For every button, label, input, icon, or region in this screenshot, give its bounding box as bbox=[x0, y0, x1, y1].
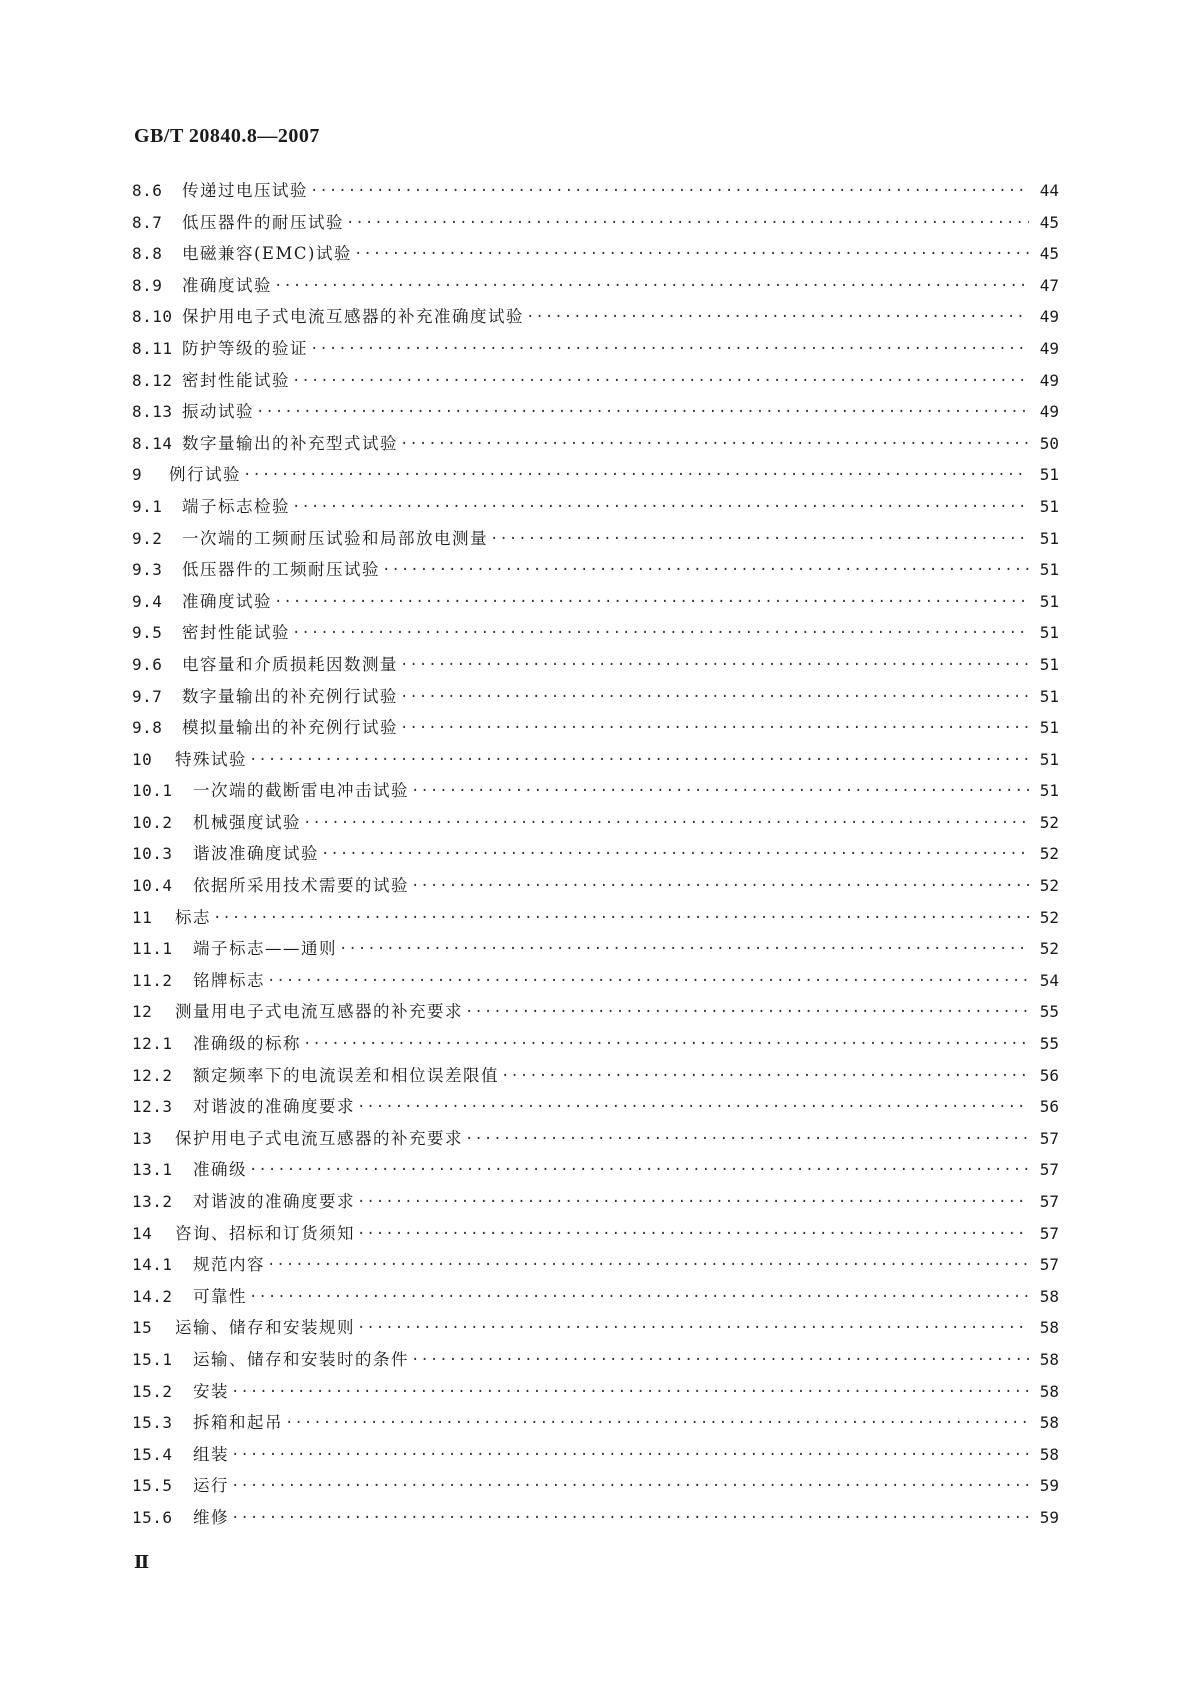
toc-entry-page: 47 bbox=[1039, 275, 1059, 295]
toc-entry-title: 准确级的标称 bbox=[193, 1034, 301, 1054]
toc-entry-number: 9 bbox=[132, 465, 143, 485]
toc-leader-dots bbox=[501, 1065, 1029, 1087]
toc-entry-page: 51 bbox=[1039, 718, 1059, 738]
toc-entry-page: 58 bbox=[1039, 1318, 1059, 1338]
toc-entry-number: 12.2 bbox=[132, 1065, 173, 1085]
toc-entry-title: 端子标志——通则 bbox=[193, 939, 337, 959]
toc-entry-number: 11.1 bbox=[132, 939, 173, 959]
toc-leader-dots bbox=[400, 433, 1029, 455]
toc-entry-number: 8.6 bbox=[132, 181, 163, 200]
toc-leader-dots bbox=[285, 1412, 1029, 1434]
toc-entry-title: 电容量和介质损耗因数测量 bbox=[182, 654, 398, 674]
document-id: GB/T 20840.8—2007 bbox=[134, 125, 320, 147]
toc-entry-page: 58 bbox=[1039, 1413, 1059, 1433]
toc-entry-title: 谐波准确度试验 bbox=[193, 844, 319, 864]
toc-entry-page: 57 bbox=[1039, 1192, 1059, 1211]
toc-entry-page: 58 bbox=[1039, 1286, 1059, 1306]
toc-entry bbox=[132, 970, 1059, 1002]
toc-entry-number: 9.5 bbox=[132, 623, 163, 643]
toc-leader-dots bbox=[231, 1444, 1029, 1466]
toc-entry-number: 8.7 bbox=[132, 212, 163, 232]
toc-entry-title: 标志 bbox=[175, 907, 211, 927]
toc-entry-number: 13.1 bbox=[132, 1160, 173, 1180]
toc-entry bbox=[132, 559, 1059, 591]
toc-entry bbox=[132, 275, 1059, 307]
toc-entry-page: 51 bbox=[1039, 686, 1059, 706]
toc-entry bbox=[132, 591, 1059, 623]
toc-leader-dots bbox=[400, 717, 1029, 739]
toc-entry-number: 10.4 bbox=[132, 876, 173, 896]
toc-entry-page: 58 bbox=[1039, 1381, 1059, 1401]
toc-leader-dots bbox=[346, 212, 1029, 234]
toc-entry-number: 14 bbox=[132, 1223, 153, 1243]
toc-entry-page: 58 bbox=[1039, 1349, 1059, 1369]
toc-leader-dots bbox=[357, 1191, 1029, 1213]
toc-entry-title: 运输、储存和安装规则 bbox=[175, 1318, 355, 1338]
toc-leader-dots bbox=[231, 1381, 1029, 1403]
toc-leader-dots bbox=[357, 1096, 1029, 1118]
toc-leader-dots bbox=[231, 1507, 1029, 1529]
toc-entry-title: 模拟量输出的补充例行试验 bbox=[182, 718, 398, 738]
toc-entry-number: 9.2 bbox=[132, 528, 163, 548]
toc-entry bbox=[132, 1033, 1059, 1065]
toc-entry-page: 51 bbox=[1039, 465, 1059, 485]
toc-entry-number: 15.2 bbox=[132, 1381, 173, 1401]
toc-entry-page: 54 bbox=[1039, 970, 1059, 990]
toc-entry-title: 一次端的截断雷电冲击试验 bbox=[193, 781, 409, 801]
toc-entry bbox=[132, 1475, 1059, 1507]
toc-entry-page: 57 bbox=[1039, 1160, 1059, 1180]
toc-leader-dots bbox=[256, 401, 1029, 423]
toc-entry bbox=[132, 1286, 1059, 1318]
toc-entry-number: 11 bbox=[132, 907, 153, 927]
toc-entry-title: 密封性能试验 bbox=[182, 370, 290, 390]
toc-entry bbox=[132, 1001, 1059, 1033]
toc-entry bbox=[132, 306, 1059, 338]
toc-entry-page: 55 bbox=[1039, 1034, 1059, 1054]
toc-entry-number: 8.13 bbox=[132, 402, 173, 422]
toc-leader-dots bbox=[303, 812, 1029, 834]
toc-entry-page: 51 bbox=[1039, 749, 1059, 769]
toc-entry-number: 12 bbox=[132, 1002, 153, 1022]
toc-entry bbox=[132, 749, 1059, 781]
toc-entry-number: 12.3 bbox=[132, 1097, 173, 1117]
toc-entry-number: 10.3 bbox=[132, 844, 173, 864]
toc-entry-page: 51 bbox=[1039, 781, 1059, 801]
toc-entry-page: 51 bbox=[1039, 496, 1059, 516]
toc-entry bbox=[132, 401, 1059, 433]
toc-entry-title: 机械强度试验 bbox=[193, 812, 301, 832]
toc-entry bbox=[132, 370, 1059, 402]
toc-entry-page: 49 bbox=[1039, 402, 1059, 422]
toc-entry-title: 运行 bbox=[193, 1476, 229, 1496]
toc-entry-number: 10 bbox=[132, 749, 153, 769]
toc-entry-title: 保护用电子式电流互感器的补充要求 bbox=[175, 1128, 463, 1148]
toc-entry-page: 44 bbox=[1039, 181, 1059, 200]
toc-entry-page: 45 bbox=[1039, 244, 1059, 264]
toc-leader-dots bbox=[303, 1033, 1029, 1055]
toc-leader-dots bbox=[310, 180, 1029, 202]
toc-leader-dots bbox=[339, 938, 1029, 960]
toc-entry bbox=[132, 717, 1059, 749]
toc-leader-dots bbox=[274, 591, 1029, 613]
toc-entry-page: 49 bbox=[1039, 370, 1059, 390]
toc-entry bbox=[132, 1349, 1059, 1381]
toc-entry-number: 8.10 bbox=[132, 307, 173, 327]
toc-entry-number: 8.14 bbox=[132, 433, 173, 453]
toc-entry-number: 9.3 bbox=[132, 560, 163, 580]
toc-entry-page: 51 bbox=[1039, 591, 1059, 611]
toc-entry-title: 依据所采用技术需要的试验 bbox=[193, 876, 409, 896]
toc-leader-dots bbox=[292, 496, 1029, 518]
toc-entry-title: 铭牌标志 bbox=[193, 970, 265, 990]
toc-entry-number: 15.4 bbox=[132, 1444, 173, 1464]
toc-entry bbox=[132, 1254, 1059, 1286]
toc-entry bbox=[132, 1191, 1059, 1223]
toc-entry-title: 对谐波的准确度要求 bbox=[193, 1192, 355, 1211]
toc-entry-page: 57 bbox=[1039, 1255, 1059, 1275]
toc-leader-dots bbox=[274, 275, 1029, 297]
toc-entry bbox=[132, 464, 1059, 496]
toc-entry-page: 51 bbox=[1039, 528, 1059, 548]
toc-entry-title: 测量用电子式电流互感器的补充要求 bbox=[175, 1002, 463, 1022]
toc-entry-title: 可靠性 bbox=[193, 1286, 247, 1306]
toc-entry-title: 拆箱和起吊 bbox=[193, 1413, 283, 1433]
toc-entry-number: 9.4 bbox=[132, 591, 163, 611]
toc-leader-dots bbox=[357, 1223, 1029, 1245]
toc-entry-title: 额定频率下的电流误差和相位误差限值 bbox=[193, 1065, 499, 1085]
toc-leader-dots bbox=[465, 1001, 1029, 1023]
toc-entry-page: 51 bbox=[1039, 654, 1059, 674]
toc-entry-page: 58 bbox=[1039, 1444, 1059, 1464]
toc-entry bbox=[132, 812, 1059, 844]
toc-leader-dots bbox=[213, 907, 1029, 929]
toc-entry-number: 11.2 bbox=[132, 970, 173, 990]
toc-entry-title: 防护等级的验证 bbox=[182, 338, 308, 358]
toc-entry-number: 12.1 bbox=[132, 1034, 173, 1054]
toc-entry bbox=[132, 1065, 1059, 1097]
toc-leader-dots bbox=[231, 1475, 1029, 1497]
toc-entry bbox=[132, 1128, 1059, 1160]
toc-entry-title: 准确度试验 bbox=[182, 275, 272, 295]
toc-entry-page: 52 bbox=[1039, 939, 1059, 959]
toc-entry-title: 传递过电压试验 bbox=[182, 181, 308, 200]
toc-entry bbox=[132, 654, 1059, 686]
toc-entry-number: 9.1 bbox=[132, 496, 163, 516]
toc-entry-title: 电磁兼容(EMC)试验 bbox=[182, 244, 352, 264]
toc-entry bbox=[132, 1507, 1059, 1539]
toc-leader-dots bbox=[382, 559, 1029, 581]
toc-entry-page: 50 bbox=[1039, 433, 1059, 453]
toc-entry-page: 52 bbox=[1039, 812, 1059, 832]
toc-entry-number: 15.1 bbox=[132, 1349, 173, 1369]
toc-leader-dots bbox=[321, 843, 1029, 865]
toc-entry bbox=[132, 780, 1059, 812]
toc-entry-page: 57 bbox=[1039, 1128, 1059, 1148]
toc-leader-dots bbox=[490, 528, 1029, 550]
toc-entry-number: 8.11 bbox=[132, 338, 173, 358]
toc-entry-title: 规范内容 bbox=[193, 1255, 265, 1275]
toc-entry bbox=[132, 243, 1059, 275]
toc-entry-number: 14.2 bbox=[132, 1286, 173, 1306]
toc-entry-number: 15.6 bbox=[132, 1507, 173, 1527]
toc-entry bbox=[132, 686, 1059, 718]
toc-leader-dots bbox=[249, 1159, 1029, 1181]
toc-leader-dots bbox=[267, 970, 1029, 992]
toc-leader-dots bbox=[526, 306, 1029, 328]
toc-entry-title: 例行试验 bbox=[169, 465, 241, 485]
toc-entry-title: 特殊试验 bbox=[175, 749, 247, 769]
toc-entry bbox=[132, 338, 1059, 370]
toc-entry-number: 9.6 bbox=[132, 654, 163, 674]
toc-leader-dots bbox=[411, 1349, 1029, 1371]
toc-entry-page: 51 bbox=[1039, 560, 1059, 580]
toc-entry bbox=[132, 938, 1059, 970]
toc-entry bbox=[132, 622, 1059, 654]
toc-entry-page: 57 bbox=[1039, 1223, 1059, 1243]
toc-entry-page: 52 bbox=[1039, 844, 1059, 864]
toc-entry bbox=[132, 907, 1059, 939]
toc-leader-dots bbox=[310, 338, 1029, 360]
toc-entry bbox=[132, 1159, 1059, 1191]
toc-entry-title: 数字量输出的补充型式试验 bbox=[182, 433, 398, 453]
toc-entry-title: 安装 bbox=[193, 1381, 229, 1401]
toc-leader-dots bbox=[292, 622, 1029, 644]
toc-entry-page: 56 bbox=[1039, 1065, 1059, 1085]
toc-entry-number: 13.2 bbox=[132, 1192, 173, 1211]
toc-entry bbox=[132, 212, 1059, 244]
toc-entry-page: 52 bbox=[1039, 876, 1059, 896]
toc-entry-title: 端子标志检验 bbox=[182, 496, 290, 516]
toc-leader-dots bbox=[400, 686, 1029, 708]
toc-entry bbox=[132, 1096, 1059, 1128]
toc-entry-title: 数字量输出的补充例行试验 bbox=[182, 686, 398, 706]
toc-entry-page: 55 bbox=[1039, 1002, 1059, 1022]
toc-entry bbox=[132, 843, 1059, 875]
toc-leader-dots bbox=[267, 1254, 1029, 1276]
toc-entry-page: 59 bbox=[1039, 1476, 1059, 1496]
toc-leader-dots bbox=[243, 464, 1029, 486]
toc-entry-title: 组装 bbox=[193, 1444, 229, 1464]
toc-entry-number: 9.8 bbox=[132, 718, 163, 738]
toc-entry bbox=[132, 1381, 1059, 1413]
page-number: Ⅱ bbox=[134, 1552, 150, 1572]
toc-entry-title: 低压器件的工频耐压试验 bbox=[182, 560, 380, 580]
toc-entry-number: 15 bbox=[132, 1318, 153, 1338]
toc-entry-title: 密封性能试验 bbox=[182, 623, 290, 643]
toc-leader-dots bbox=[357, 1317, 1029, 1339]
toc-leader-dots bbox=[249, 1286, 1029, 1308]
toc-leader-dots bbox=[411, 875, 1029, 897]
toc-entry-title: 准确级 bbox=[193, 1160, 247, 1180]
toc-entry-title: 低压器件的耐压试验 bbox=[182, 212, 344, 232]
toc-entry-title: 保护用电子式电流互感器的补充准确度试验 bbox=[182, 307, 524, 327]
toc-entry bbox=[132, 433, 1059, 465]
toc-entry-title: 运输、储存和安装时的条件 bbox=[193, 1349, 409, 1369]
toc-entry-number: 8.12 bbox=[132, 370, 173, 390]
toc-entry-page: 49 bbox=[1039, 307, 1059, 327]
toc-entry-page: 52 bbox=[1039, 907, 1059, 927]
toc-entry bbox=[132, 1317, 1059, 1349]
toc-leader-dots bbox=[465, 1128, 1029, 1150]
toc-entry-title: 咨询、招标和订货须知 bbox=[175, 1223, 355, 1243]
toc-entry-number: 10.2 bbox=[132, 812, 173, 832]
toc-leader-dots bbox=[249, 749, 1029, 771]
toc-entry-page: 51 bbox=[1039, 623, 1059, 643]
toc-entry-title: 维修 bbox=[193, 1507, 229, 1527]
toc-leader-dots bbox=[400, 654, 1029, 676]
table-of-contents bbox=[132, 180, 1059, 1539]
toc-leader-dots bbox=[354, 243, 1029, 265]
toc-entry-page: 49 bbox=[1039, 338, 1059, 358]
toc-entry bbox=[132, 1223, 1059, 1255]
toc-entry-number: 15.5 bbox=[132, 1476, 173, 1496]
toc-entry-number: 13 bbox=[132, 1128, 153, 1148]
toc-entry bbox=[132, 180, 1059, 212]
toc-entry-title: 准确度试验 bbox=[182, 591, 272, 611]
toc-entry-title: 对谐波的准确度要求 bbox=[193, 1097, 355, 1117]
toc-entry-title: 振动试验 bbox=[182, 402, 254, 422]
toc-leader-dots bbox=[292, 370, 1029, 392]
toc-leader-dots bbox=[411, 780, 1029, 802]
toc-entry-number: 14.1 bbox=[132, 1255, 173, 1275]
toc-entry bbox=[132, 528, 1059, 560]
toc-entry-title: 一次端的工频耐压试验和局部放电测量 bbox=[182, 528, 488, 548]
toc-entry-page: 45 bbox=[1039, 212, 1059, 232]
toc-entry-number: 9.7 bbox=[132, 686, 163, 706]
toc-entry bbox=[132, 1412, 1059, 1444]
toc-entry-page: 56 bbox=[1039, 1097, 1059, 1117]
toc-entry bbox=[132, 875, 1059, 907]
toc-entry bbox=[132, 1444, 1059, 1476]
toc-entry bbox=[132, 496, 1059, 528]
toc-entry-number: 10.1 bbox=[132, 781, 173, 801]
toc-entry-number: 8.9 bbox=[132, 275, 163, 295]
toc-entry-number: 8.8 bbox=[132, 244, 163, 264]
toc-entry-number: 15.3 bbox=[132, 1413, 173, 1433]
toc-entry-page: 59 bbox=[1039, 1507, 1059, 1527]
